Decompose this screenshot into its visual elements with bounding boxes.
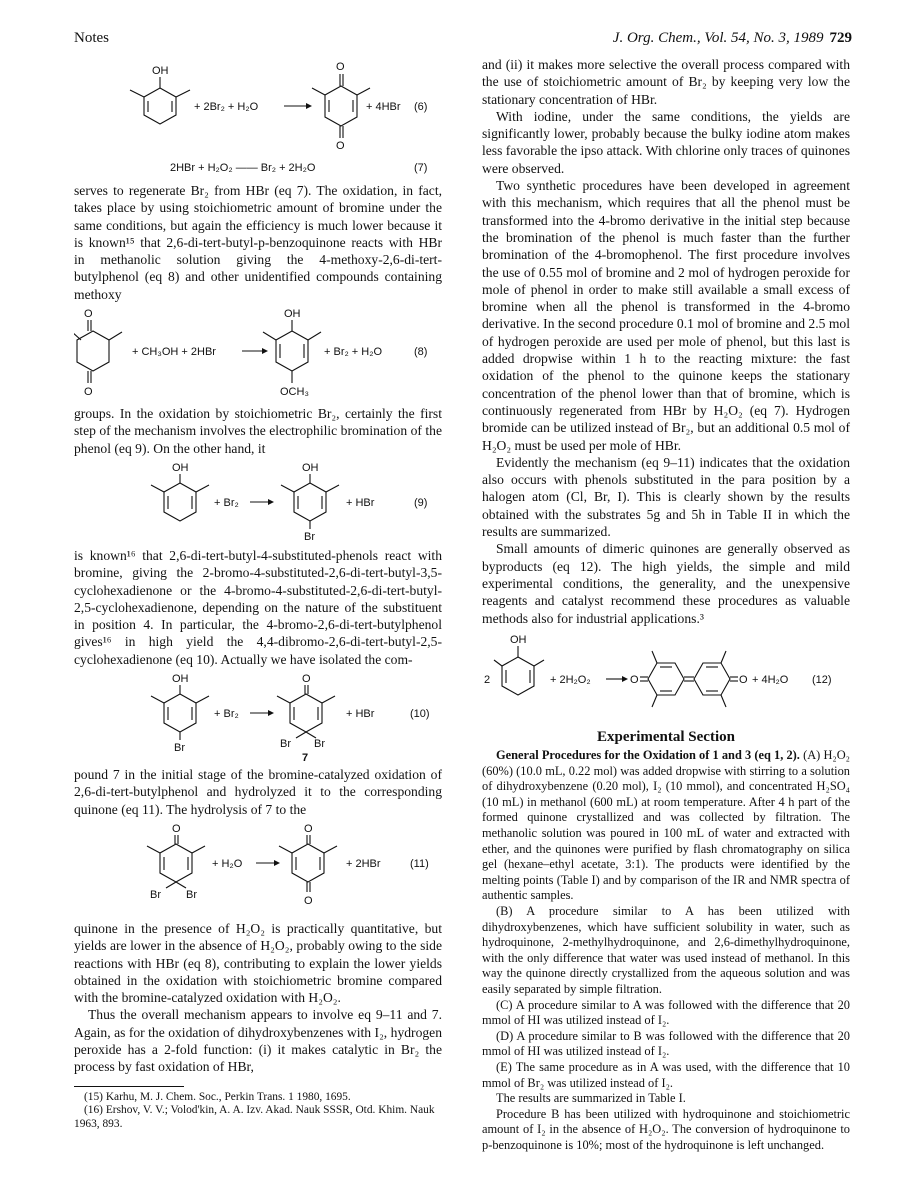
eq11-o-bottom: O [304,894,313,907]
eq9-oh-left: OH [172,461,189,474]
eq10-reagent: + Br₂ [214,708,239,721]
left-paragraph-3: is known¹⁶ that 2,6-di-tert-butyl-4-substituted-phenols react with bromine, giving the 2-bromo-4-substituted-2,6-di-tert-butyl-3,5-cyclohexadienone or the 4-bromo-4-substituted-2,6-di-tert-butyl-2,5-cyclohexadienone, depending on the nature of the substituent in position 4. In particular, the 4-bromo-2,6-di-tert-butylphenol gives¹⁶ in high yield the 4,4-dibromo-2,6-di-tert-butyl-2,5-cyclohexadienone (eq 10). Actually we have isolated the com- [74,547,442,667]
eq10-o-label: O [302,673,311,686]
equation-12-scheme [482,631,850,721]
eq11-br-right: Br [186,888,197,901]
eq12-reagent: + 2H₂O₂ [550,673,591,686]
eq8-oh-label: OH [284,308,301,321]
right-column [482,56,850,1154]
eq6-quinone-o-bottom: O [336,140,345,152]
eq12-oh-label: OH [510,633,527,646]
eq6-quinone-o-top: O [336,61,345,73]
eq12-product: + 4H₂O [752,673,789,686]
eq9-reagent: + Br₂ [214,496,239,509]
equation-10-scheme [74,672,442,762]
page-number: 729 [829,30,852,46]
eq6-reagents: + 2Br₂ + H₂O [194,101,259,113]
equation-11-scheme [74,822,442,916]
equation-6-scheme [74,60,442,152]
experimental-section-body [482,748,850,1153]
footnote-rule [74,1086,184,1087]
procedure-d: (D) A procedure similar to B was followed with the difference that 20 mmol of HI was utilized instead of I₂. [482,1028,850,1059]
right-paragraph-1: and (ii) it makes more selective the overall process compared with the use of stoichiometric amount of Br₂ by keeping very low the stationary concentration of HBr. [482,57,850,107]
eq9-number: (9) [414,496,428,509]
procedure-c: (C) A procedure similar to A was followed with the difference that 20 mmol of HI was utilized instead of I₂. [482,997,850,1028]
procedure-a: (A) H₂O₂ (60%) (10.0 mL, 0.22 mol) was added dropwise with stirring to a solution of dihydroxybenzene (0.20 mol), I₂ (10 mmol), and concentrated H₂SO₄ (10 mL) in methanol (600 mL) at room temperature. After 4 h part of the formed quinone crystallized and was collected by filtration. The methanolic solution was poured in 100 mL of water and extracted with ether, and the quinones were purified by flash chromatography on silica gel (hexane–ethyl acetate, 3:1). The products were identified by the melting points (Table I) and by comparison of the IR and NMR spectra of authentic samples. [482,748,850,903]
procedure-e: (E) The same procedure as in A was used, with the difference that 10 mmol of Br₂ was utilized instead of I₂. [482,1059,850,1090]
eq11-br-left: Br [150,888,161,901]
eq9-br-label: Br [304,530,315,543]
procedure-b: (B) A procedure similar to A has been utilized with dihydroxybenzenes, which have sufficient solubility in water, such as hydroquinone, 2-methylhydroquinone, and 2,6-dimethylhydroquinone, with the only difference that water was used instead of methanol. In this way the quinone directly crystallized from the aqueous solution and was easily separated by simple filtration. [482,904,850,996]
eq11-reagent: + H₂O [212,857,243,870]
eq11-o-left: O [172,822,181,835]
left-paragraph-4: pound 7 in the initial stage of the bromine-catalyzed oxidation of 2,6-di-tert-butylphenol and hydrolyzed it to the corresponding quinone (eq 11). The hydrolysis of 7 to the [74,767,442,817]
left-paragraph-5: quinone in the presence of H₂O₂ is practically quantitative, but yields are lower in the absence of H₂O₂, probably owing to the side reactions with HBr (eq 8), contributing to explain the lower yields obtained in the oxidation with stoichiometric bromine compared with the bromine-catalyzed oxidation with H₂O₂. [74,920,442,1006]
right-paragraph-4: Evidently the mechanism (eq 9–11) indicates that the oxidation also occurs with phenols substituted in the para position by a halogen atom (Cl, Br, I). This is clearly shown by the results obtained with the substrates 5g and 5h in Table II in which the results are summarized. [482,454,850,540]
equation-8-scheme [74,307,442,401]
footnote-16: (16) Ershov, V. V.; Volod'kin, A. A. Izv. Akad. Nauk SSSR, Otd. Khim. Nauk 1963, 893. [74,1104,435,1131]
eq11-o-top: O [304,822,313,835]
eq10-product: + HBr [346,708,375,721]
eq9-product: + HBr [346,496,375,509]
right-paragraph-3: Two synthetic procedures have been developed in agreement with this mechanism, which requires that all the phenol must be transformed into the 4-bromo derivative in the initial step because the bromination of the phenol is much faster than the further bromination of the 4-bromophenol. The first procedure involves the use of 0.55 mol of bromine and 2 mol of hydrogen peroxide for mole of phenol in order to make still available a small excess of bromine when all the phenol is transformed in the 4-bromo derivative. In the second procedure 0.1 mol of bromine and 2.5 mol of hydrogen peroxide are used per mole of phenol, but this last is added dropwise within 1 h to the reacting mixture: the fast oxidation of the phenol to the quinone keeps the stationary concentration of the phenol lower than that of bromine, which is continuously regenerated from HBr by H₂O₂ (eq 7). Hydrogen bromide can be utilized instead of Br₂, but an additional 0.5 mol of H₂O₂ must be used per mole of HBr. [482,178,850,453]
eq7-equation: 2HBr + H₂O₂ —— Br₂ + 2H₂O [170,162,316,174]
left-paragraph-1: serves to regenerate Br₂ from HBr (eq 7). The oxidation, in fact, takes place by using stoichiometric amount of bromine under the same conditions, but again the efficiency is much lower because it is known¹⁵ that 2,6-di-tert-butyl-p-benzoquinone reacts with HBr in methanolic solution giving the 4-methoxy-2,6-di-tert-butylphenol (eq 8) and other unidentified compounds containing methoxy [74,183,442,302]
eq8-o-top: O [84,308,93,321]
procedure-heading: General Procedures for the Oxidation of 1 and 3 (eq 1, 2). [496,748,800,763]
left-paragraph-2: groups. In the oxidation by stoichiometric Br₂, certainly the first step of the mechanism involves the electrophilic bromination of the phenol (eq 9). On the other hand, it [74,406,442,456]
eq8-o-bottom: O [84,386,93,399]
eq8-och3-label: OCH₃ [280,386,309,399]
eq8-products: + Br₂ + H₂O [324,346,383,359]
journal-citation: J. Org. Chem., Vol. 54, No. 3, 1989 [612,30,824,46]
eq11-product: + 2HBr [346,857,381,870]
eq7-number: (7) [414,162,428,174]
eq12-o-right: O [739,673,748,686]
eq8-reagents: + CH₃OH + 2HBr [132,346,216,359]
footnote-15: (15) Karhu, M. J. Chem. Soc., Perkin Trans. 1 1980, 1695. [84,1090,351,1103]
running-header-left: Notes [74,30,109,46]
running-header-right [613,30,852,47]
eq9-oh-right: OH [302,461,319,474]
right-paragraph-2: With iodine, under the same conditions, the yields are significantly lower, probably because the bulky iodine atom makes less favorable the ipso attack. With chlorine only traces of quinones were observed. [482,108,851,176]
procedure-b-note: Procedure B has been utilized with hydroquinone and stoichiometric amount of I₂ in the absence of H₂O₂. The conversion of hydroquinone to p-benzoquinone is 10%; most of the hydroquinone is left unchanged. [482,1106,850,1152]
equation-9-scheme [74,461,442,543]
eq6-oh-label: OH [152,65,169,77]
eq10-compound-number: 7 [302,752,309,763]
eq12-coefficient: 2 [484,673,491,686]
left-paragraph-6: Thus the overall mechanism appears to involve eq 9–11 and 7. Again, as for the oxidation of dihydroxybenzenes with I₂, hydrogen peroxide has a 2-fold function: (i) it makes catalytic in Br₂ the process by fast oxidation of HBr, [74,1007,442,1075]
eq10-br-mid-right: Br [314,738,325,751]
eq8-number: (8) [414,346,428,359]
eq12-o-left: O [630,673,639,686]
eq10-br-mid-left: Br [280,738,291,751]
eq12-number: (12) [812,673,832,686]
left-column [74,56,442,1132]
right-paragraph-5: Small amounts of dimeric quinones are generally observed as byproducts (eq 12). The high yields, the simple and mild experimental conditions, the generality, and the unexpensive reagents and catalyst recommend these procedures as valuable methods also for industrial applications.³ [482,541,850,626]
experimental-section-heading: Experimental Section [597,728,735,745]
eq10-number: (10) [410,708,430,721]
eq11-number: (11) [410,857,429,870]
eq10-oh-label: OH [172,673,189,686]
eq10-br-left: Br [174,742,185,755]
equation-7-scheme [74,156,442,178]
eq6-number: (6) [414,101,428,113]
eq6-products: + 4HBr [366,101,401,113]
results-note: The results are summarized in Table I. [496,1091,686,1106]
